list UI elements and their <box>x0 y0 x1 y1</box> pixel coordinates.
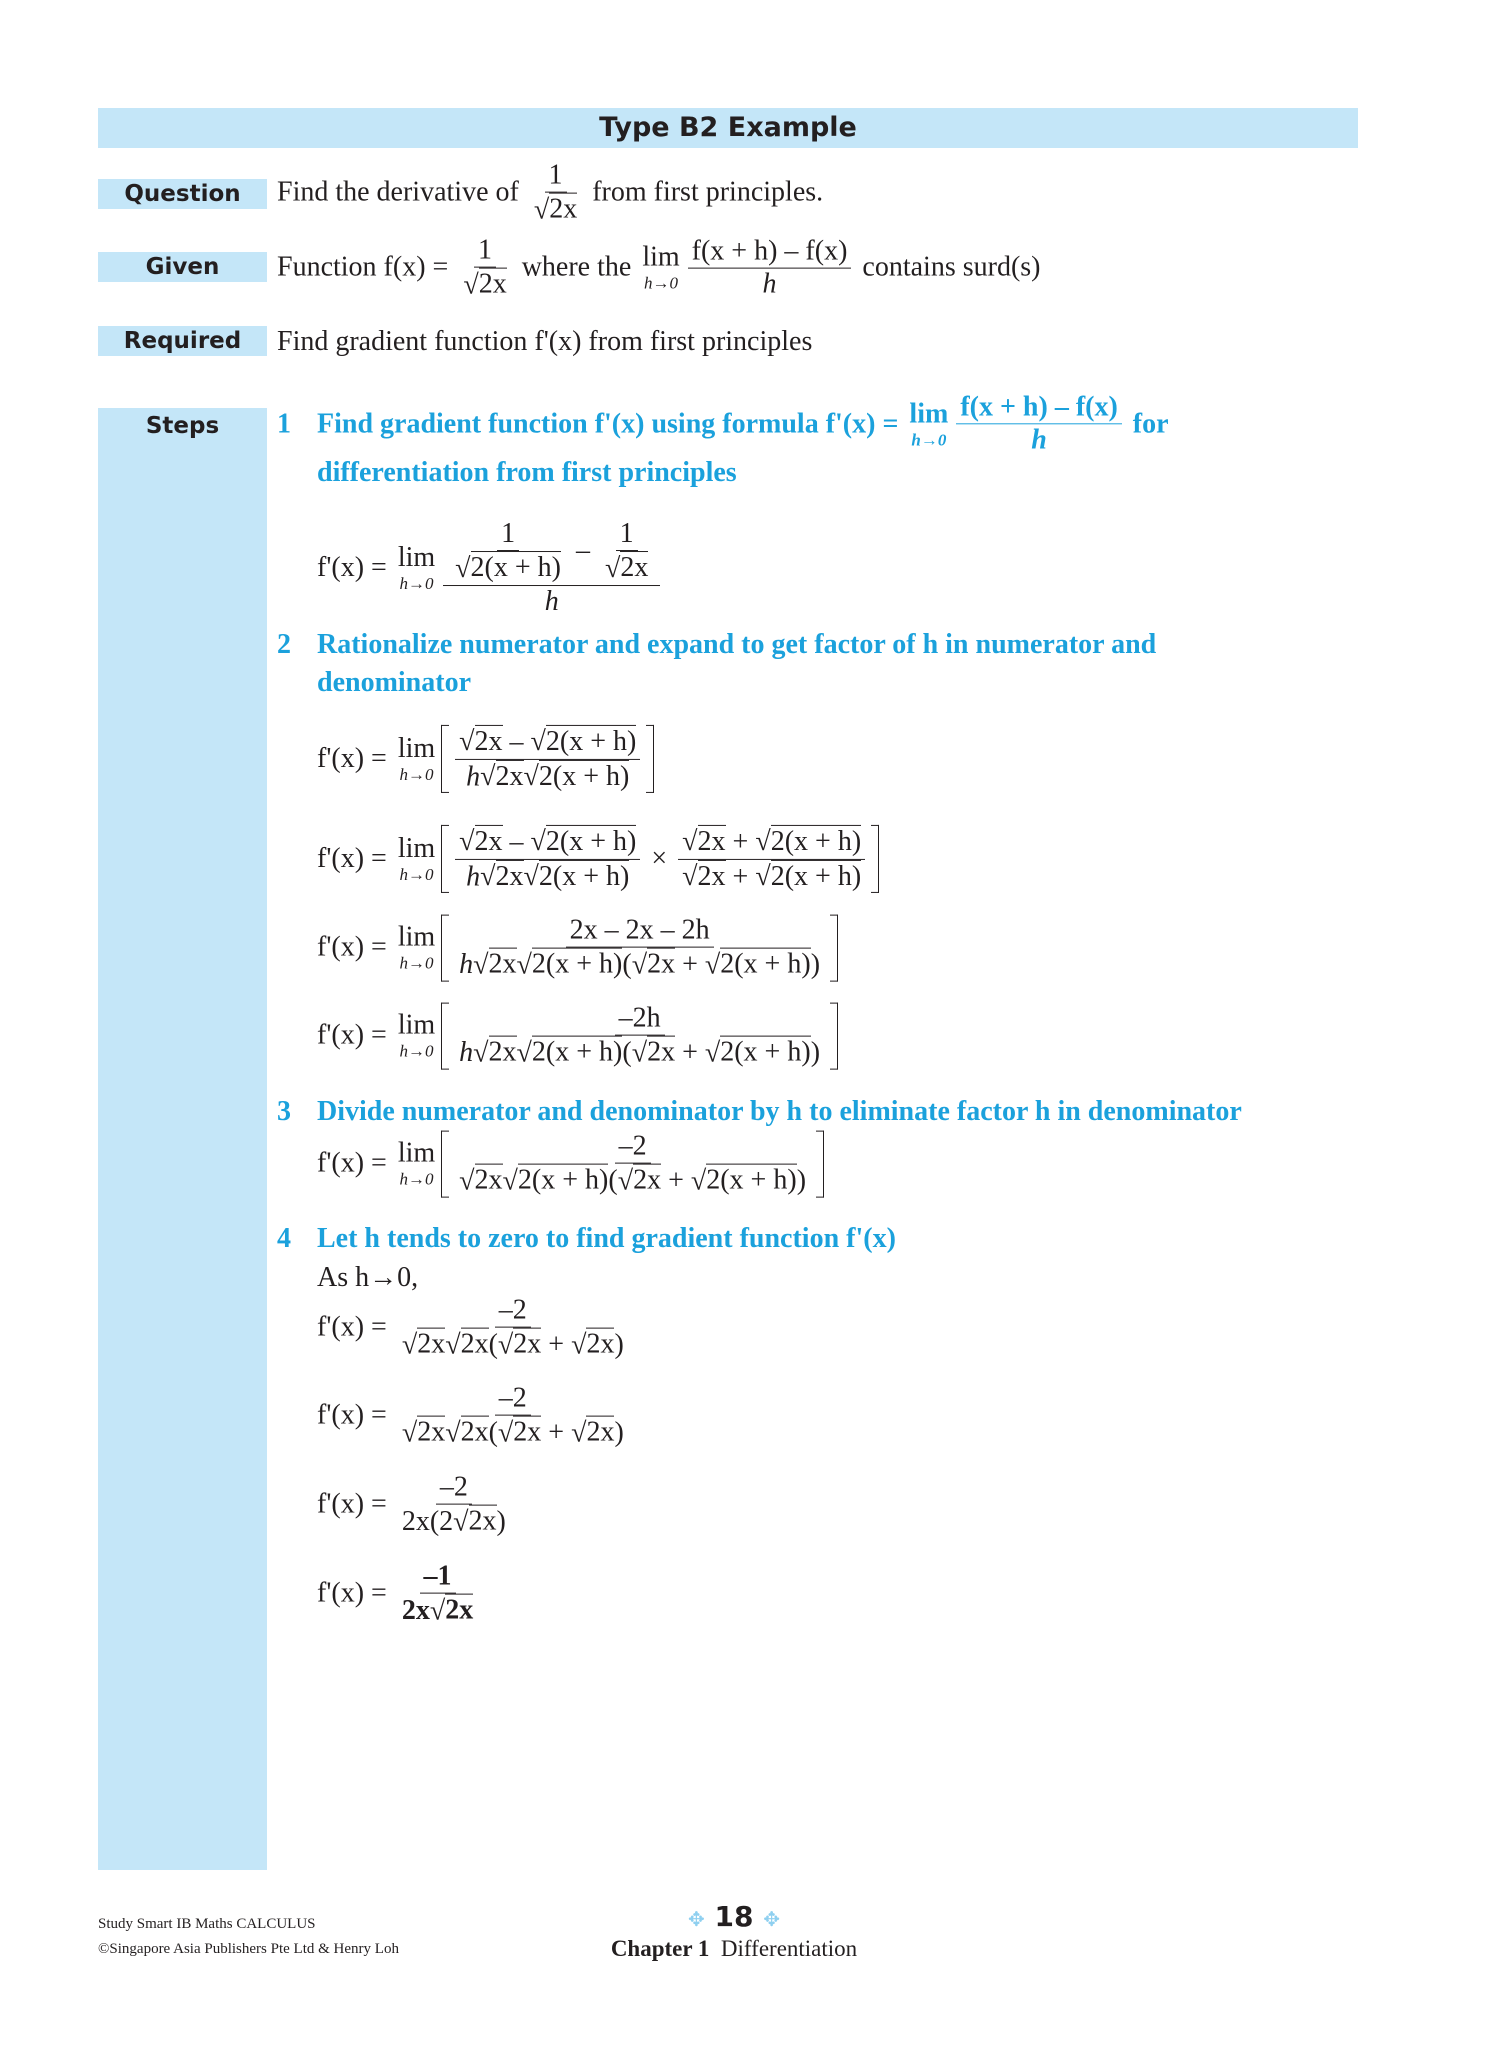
radicand: 2x <box>495 760 524 792</box>
lhs: f'(x) = <box>317 1399 394 1431</box>
step-text: for <box>1125 408 1169 439</box>
question-label: Question <box>98 179 267 209</box>
text: Function f(x) = <box>277 251 456 283</box>
radicand: 2x <box>445 1594 474 1626</box>
lim-sub: h→0 <box>399 1169 434 1189</box>
lhs: f'(x) = <box>317 743 394 774</box>
numerator: 1 <box>474 235 496 268</box>
h: h <box>466 760 481 792</box>
lim: lim <box>397 921 436 953</box>
text: Find the derivative of <box>277 176 526 208</box>
step-text: Rationalize numerator and expand to get factor of h in numerator and <box>317 629 1157 660</box>
radicand: 2x <box>647 1036 676 1068</box>
numerator: –2h <box>615 1003 665 1036</box>
lhs: f'(x) = <box>317 551 394 583</box>
radicand: 2x <box>586 1328 615 1360</box>
equation-final: f'(x) = –1 2x √ 2x <box>317 1560 474 1627</box>
paren: ) <box>796 1165 807 1197</box>
step-1 <box>277 391 1169 456</box>
lim-sub: h→0 <box>399 573 434 593</box>
paren: ( <box>622 949 632 981</box>
radicand: 2x <box>417 1416 446 1448</box>
radicand: 2x <box>513 1416 542 1448</box>
chapter-title: Differentiation <box>720 1936 858 1961</box>
op: × <box>644 843 675 874</box>
radicand: 2(x + h) <box>545 725 637 757</box>
radicand: 2x <box>474 825 503 857</box>
radicand: 2x <box>513 1328 542 1360</box>
equation-4: f'(x) = lim h→0 2x – 2x – 2h h √ 2x √ 2(x + h) ( √ 2x + √ 2(x + h) ) <box>317 915 840 982</box>
equation-5: f'(x) = lim h→0 –2h h √ 2x √ 2(x + h) ( √ 2x + √ 2(x + h) ) <box>317 1003 840 1070</box>
h: h <box>459 1037 474 1069</box>
radicand: 2x <box>549 193 578 225</box>
numerator: f(x + h) – f(x) <box>688 235 852 268</box>
lim-sub: h→0 <box>911 430 947 449</box>
radicand: 2(x + h) <box>531 1036 623 1068</box>
as-h-to-0: As h→0, <box>317 1262 419 1293</box>
paren: ( <box>488 1417 498 1449</box>
step-2 <box>277 629 1156 661</box>
denominator: h <box>762 268 777 300</box>
footer-book-title: Study Smart IB Maths CALCULUS <box>98 1916 316 1932</box>
radicand: 2x <box>468 1505 497 1537</box>
step-number: 1 <box>277 408 291 439</box>
numerator: 1 <box>545 160 567 193</box>
op: + <box>725 826 756 858</box>
radicand: 2(x + h) <box>770 860 862 892</box>
radicand: 2x <box>488 948 517 980</box>
step-number: 3 <box>277 1096 291 1127</box>
fraction: 1 √ 2x <box>533 159 578 226</box>
numerator: 1 <box>616 518 638 551</box>
radicand: 2(x + h) <box>531 948 623 980</box>
step-text: Find gradient function f'(x) using formula f'(x) = <box>317 408 906 439</box>
equation-2: f'(x) = lim h→0 √ 2x – √ 2(x + h) h √ 2x √ 2(x + h) <box>317 725 656 793</box>
numerator: –2 <box>495 1383 531 1416</box>
op: – <box>502 726 531 758</box>
lim-sub: h→0 <box>399 1041 434 1061</box>
radicand: 2x <box>460 1328 489 1360</box>
radicand: 2(x + h) <box>538 760 630 792</box>
footer-copyright: ©Singapore Asia Publishers Pte Ltd & Henry Loh <box>98 1941 399 1957</box>
h: h <box>459 949 474 981</box>
radicand: 2x <box>417 1328 446 1360</box>
lim-sub: h→0 <box>399 953 434 973</box>
lim: lim <box>642 241 680 273</box>
diamond-icon: ✥ <box>763 1907 780 1931</box>
text: from first principles. <box>585 176 824 208</box>
diamond-icon: ✥ <box>688 1907 705 1931</box>
op: + <box>541 1329 572 1361</box>
step-text: Divide numerator and denominator by h to eliminate factor h in denominator <box>317 1096 1242 1127</box>
lim: lim <box>397 833 436 864</box>
radicand: 2x <box>460 1416 489 1448</box>
numerator: –2 <box>615 1131 651 1164</box>
question-text <box>277 160 823 227</box>
lim: lim <box>397 1137 436 1169</box>
chapter-line <box>534 1936 934 1962</box>
step-number: 4 <box>277 1223 291 1254</box>
paren: ) <box>810 1037 821 1069</box>
lhs: f'(x) = <box>317 1311 394 1343</box>
lim-sub: h→0 <box>643 273 678 293</box>
lhs: f'(x) = <box>317 843 394 874</box>
radicand: 2(x + h) <box>720 948 811 980</box>
required-text: Find gradient function f'(x) from first principles <box>277 326 813 357</box>
required-label: Required <box>98 326 267 356</box>
title-bar <box>98 108 1358 148</box>
paren: ) <box>614 1329 624 1361</box>
steps-label: Steps <box>145 413 220 439</box>
text: where the <box>514 251 639 283</box>
paren: ) <box>614 1417 624 1449</box>
step-2-line2: denominator <box>317 667 471 698</box>
lhs: f'(x) = <box>317 1147 394 1179</box>
lim: lim <box>909 398 949 429</box>
step-3 <box>277 1096 1242 1128</box>
step-4 <box>277 1223 896 1255</box>
text: contains surd(s) <box>855 251 1041 283</box>
equation-7: f'(x) = –2 √ 2x √ 2x ( √ 2x + √ 2x ) <box>317 1294 624 1361</box>
radicand: 2x <box>697 825 726 857</box>
lim-sub: h→0 <box>399 765 434 784</box>
radicand: 2(x + h) <box>538 860 630 892</box>
numerator: f(x + h) – f(x) <box>956 391 1121 424</box>
given-text: Function f(x) = 1 √ 2x where the lim h→0 $\frac{f(x + h) - f(x)}{h}$ contains surd(s) <box>277 234 1041 301</box>
page-number: 18 <box>714 1900 754 1933</box>
op: + <box>661 1165 691 1197</box>
lhs: f'(x) = <box>317 931 394 963</box>
paren: ) <box>810 949 821 981</box>
op: – <box>568 535 597 567</box>
page-number-block <box>634 1900 834 1933</box>
lim: lim <box>397 733 436 764</box>
denominator: h <box>1031 424 1047 456</box>
radicand: 2x <box>495 860 524 892</box>
step-1-line2: differentiation from first principles <box>317 457 737 488</box>
radicand: 2x <box>620 552 649 584</box>
op: + <box>541 1417 572 1449</box>
op: + <box>675 949 705 981</box>
lhs: f'(x) = <box>317 1577 394 1609</box>
steps-column <box>98 408 267 1870</box>
given-label: Given <box>98 252 267 282</box>
paren: ( <box>622 1037 632 1069</box>
radicand: 2(x + h) <box>545 825 637 857</box>
lhs: f'(x) = <box>317 1488 394 1520</box>
numerator: –2 <box>436 1472 472 1505</box>
radicand: 2(x + h) <box>470 552 561 584</box>
equation-8: f'(x) = –2 √ 2x √ 2x ( √ 2x + √ 2x ) <box>317 1382 624 1449</box>
radicand: 2x <box>474 725 503 757</box>
lhs: f'(x) = <box>317 1019 394 1051</box>
numerator: 2x – 2x – 2h <box>566 915 714 948</box>
radicand: 2x <box>586 1416 615 1448</box>
step-text: Let h tends to zero to find gradient function f'(x) <box>317 1223 896 1254</box>
paren: ) <box>496 1506 506 1538</box>
radicand: 2(x + h) <box>770 825 862 857</box>
denominator: h <box>544 585 559 617</box>
numerator: –1 <box>420 1561 456 1594</box>
radicand: 2x <box>474 1164 503 1196</box>
step-number: 2 <box>277 629 291 660</box>
equation-1: f'(x) = lim h→0 1 √ 2(x + h) – 1 √ 2x h <box>317 518 664 618</box>
radicand: 2x <box>488 1036 517 1068</box>
op: + <box>725 860 756 892</box>
radicand: 2x <box>647 948 676 980</box>
lim: lim <box>397 541 436 573</box>
text: 2x(2 <box>401 1506 454 1538</box>
op: – <box>502 826 531 858</box>
numerator: 1 <box>497 518 519 551</box>
radicand: 2x <box>697 860 726 892</box>
chapter-number: Chapter 1 <box>610 1936 710 1961</box>
radicand: 2x <box>633 1164 662 1196</box>
lim: lim <box>397 1009 436 1041</box>
lim-sub: h→0 <box>399 865 434 884</box>
h: h <box>466 860 481 892</box>
equation-6: f'(x) = lim h→0 –2 √ 2x √ 2(x + h) ( √ 2x + √ 2(x + h) ) <box>317 1131 826 1198</box>
radicand: 2(x + h) <box>706 1164 797 1196</box>
page-title: Type B2 Example <box>599 112 857 143</box>
equation-3: f'(x) = lim h→0 √ 2x – √ 2(x + h) h √ 2x √ 2(x + h) × √ 2x + √ 2(x + h) √ 2x + √ 2(x + h) <box>317 825 881 893</box>
paren: ( <box>608 1165 618 1197</box>
equation-9: f'(x) = –2 2x(2 √ 2x ) <box>317 1471 506 1538</box>
text: 2x <box>401 1595 430 1627</box>
radicand: 2(x + h) <box>517 1164 609 1196</box>
radicand: 2x <box>478 268 507 300</box>
paren: ( <box>488 1329 498 1361</box>
radicand: 2(x + h) <box>720 1036 811 1068</box>
op: + <box>675 1037 705 1069</box>
numerator: –2 <box>495 1295 531 1328</box>
